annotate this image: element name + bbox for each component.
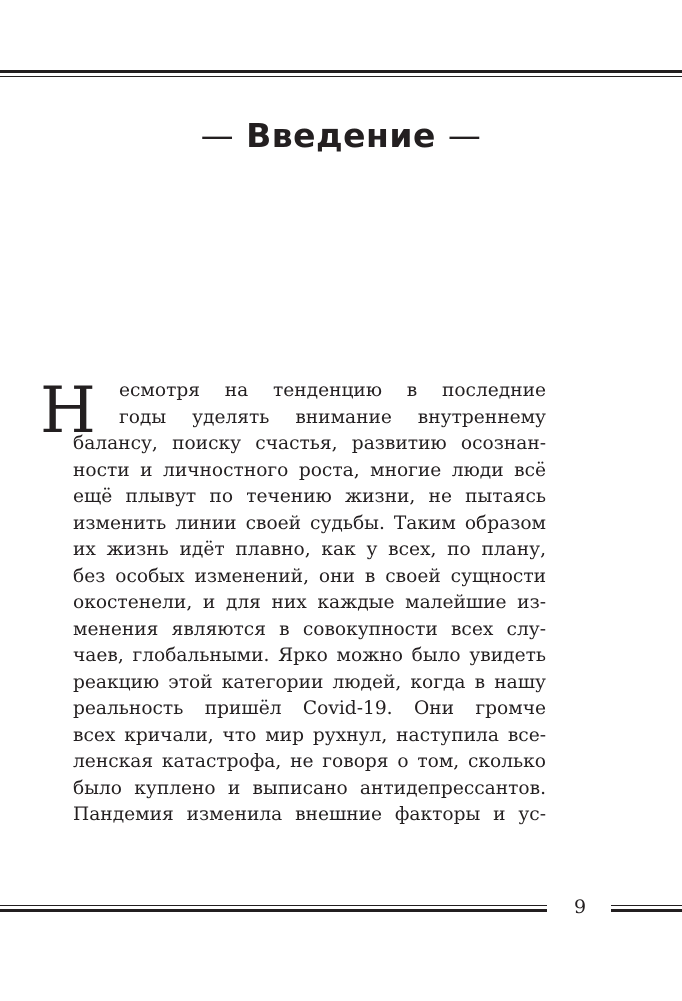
text-line: есмотря на тенденцию в последние: [119, 380, 546, 401]
text-line: реальность пришёл Covid-19. Они громче: [73, 698, 546, 719]
title-dash-left: —: [200, 116, 235, 155]
chapter-title: [0, 116, 682, 155]
page-number: 9: [573, 896, 587, 918]
title-dash-right: —: [447, 116, 482, 155]
text-line: ленская катастрофа, не говоря о том, сколько: [73, 751, 546, 772]
top-rule: [0, 70, 682, 77]
text-line: ности и личностного роста, многие люди всё: [73, 459, 546, 481]
text-line: их жизнь идёт плавно, как у всех, по плану,: [73, 539, 546, 560]
text-line: изменить линии своей судьбы. Таким образом: [73, 512, 546, 534]
chapter-title-text: Введение: [246, 116, 436, 155]
text-line: Пандемия изменила внешние факторы и ус-: [73, 804, 546, 825]
body-paragraph: [73, 378, 546, 829]
text-line: менения являются в совокупности всех слу-: [73, 618, 546, 640]
text-line: реакцию этой категории людей, когда в нашу: [73, 671, 546, 693]
text-line: всех кричали, что мир рухнул, наступила все-: [73, 724, 546, 746]
text-line: чаев, глобальными. Ярко можно было увидеть: [73, 645, 546, 666]
text-line: ещё плывут по течению жизни, не пытаясь: [73, 486, 546, 507]
bottom-rule-right: [611, 905, 682, 912]
bottom-rule-left: [0, 905, 547, 912]
text-line: окостенели, и для них каждые малейшие из-: [73, 592, 546, 613]
text-line: балансу, поиску счастья, развитию осознан-: [73, 433, 546, 454]
drop-cap: Н: [40, 374, 96, 448]
text-line: без особых изменений, они в своей сущности: [73, 565, 546, 587]
text-line: было куплено и выписано антидепрессантов.: [73, 777, 546, 799]
text-line: годы уделять внимание внутреннему: [119, 406, 546, 428]
